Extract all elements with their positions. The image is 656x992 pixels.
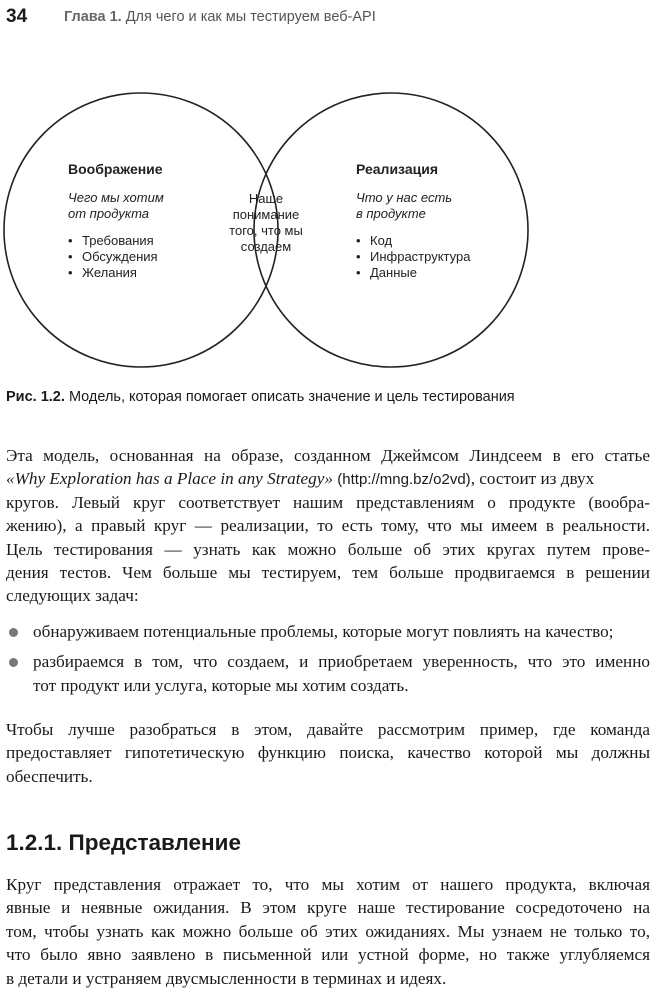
text-line: в детали и устраняем двусмысленности в терминах и идеях.: [6, 968, 447, 988]
right-item: Данные: [370, 265, 417, 280]
left-circle-title: Воображение: [68, 161, 163, 177]
text-line: Эта модель, основанная на образе, созданном Джеймсом Линдсеем в его статье: [6, 446, 650, 465]
text-line: предоставляет гипотетическую функцию поиска, качество которой мы должны: [6, 743, 650, 763]
list-item: [6, 650, 650, 697]
figure-caption: [6, 389, 515, 405]
right-bullet: •: [356, 233, 361, 248]
text-line: явные и неявные ожидания. В этом круге наше тестирование сосредоточено на: [6, 898, 650, 918]
venn-diagram: [0, 80, 656, 380]
text-line: дения тестов. Чем больше мы тестируем, тем больше продвигаемся в решении: [6, 562, 650, 582]
caption-text: Модель, которая помогает описать значение и цель тестирования: [68, 389, 515, 405]
left-bullet: •: [68, 265, 73, 280]
right-subtitle-line-2: в продукте: [356, 206, 426, 221]
chapter-label: Глава 1.: [64, 9, 122, 25]
text-line: кругов. Левый круг соответствует нашим представлениям о продукте (вообра-: [6, 492, 650, 512]
left-bullet: •: [68, 249, 73, 264]
intersection-line: Наше: [248, 191, 284, 206]
intersection-line: понимание: [232, 207, 300, 222]
text-line: [6, 467, 650, 490]
text-line: обеспечить.: [6, 766, 93, 786]
right-item: Код: [370, 233, 393, 248]
left-subtitle-line-2: от продукта: [68, 206, 150, 221]
text-line: жению), а правый круг — реализации, то есть тому, что мы имеем в реальности.: [6, 516, 650, 536]
page-number: 34: [6, 6, 28, 27]
text-line: Чтобы лучше разобраться в этом, давайте рассмотрим пример, где команда: [6, 720, 650, 739]
text-line: тот продукт или услуга, которые мы хотим создать.: [33, 675, 409, 695]
text-line: что было явно заявлено в письменной или устной форме, но также углубляемся: [6, 945, 650, 965]
intersection-line: того, что мы: [229, 223, 303, 238]
article-title: «Why Exploration has a Place in any Strategy»: [6, 469, 333, 489]
left-item: Требования: [82, 233, 154, 248]
left-bullet: •: [68, 233, 73, 248]
text-line: разбираемся в том, что создаем, и приобретаем уверенность, что это именно: [33, 652, 650, 672]
article-link[interactable]: (http://mng.bz/o2vd): [337, 471, 471, 489]
paragraph-imagination: [6, 873, 650, 990]
paragraph-example: [6, 718, 650, 788]
bullet-list: [6, 620, 650, 704]
text-line: том, чтобы узнать как можно больше об этих ожиданиях. Мы узнаем не только то,: [6, 921, 650, 941]
left-item: Обсуждения: [82, 249, 158, 264]
list-item: [6, 620, 650, 643]
left-subtitle-line-1: Чего мы хотим: [68, 190, 164, 205]
right-bullet: •: [356, 265, 361, 280]
bullet-dot-icon: [9, 658, 18, 667]
text-fragment: , состоит из двух: [470, 469, 595, 489]
caption-label: Рис. 1.2.: [6, 389, 65, 405]
right-circle-title: Реализация: [356, 161, 439, 177]
left-item: Желания: [82, 265, 137, 280]
chapter-title: Для чего и как мы тестируем веб-API: [125, 9, 376, 25]
right-subtitle-line-1: Что у нас есть: [356, 190, 453, 205]
intersection-line: создаем: [240, 239, 292, 254]
text-line: Цель тестирования — узнать как можно больше об этих кругах путем прове-: [6, 539, 650, 559]
text-line: обнаруживаем потенциальные проблемы, которые могут повлиять на качество;: [33, 622, 614, 641]
paragraph-model-description: [6, 444, 650, 608]
right-item: Инфраструктура: [370, 249, 471, 264]
right-bullet: •: [356, 249, 361, 264]
running-head: [64, 9, 376, 25]
text-line: Круг представления отражает то, что мы хотим от нашего продукта, включая: [6, 875, 650, 894]
text-line: следующих задач:: [6, 586, 139, 606]
page-header: [6, 6, 646, 32]
section-heading: 1.2.1. Представление: [6, 830, 241, 855]
bullet-dot-icon: [9, 628, 18, 637]
